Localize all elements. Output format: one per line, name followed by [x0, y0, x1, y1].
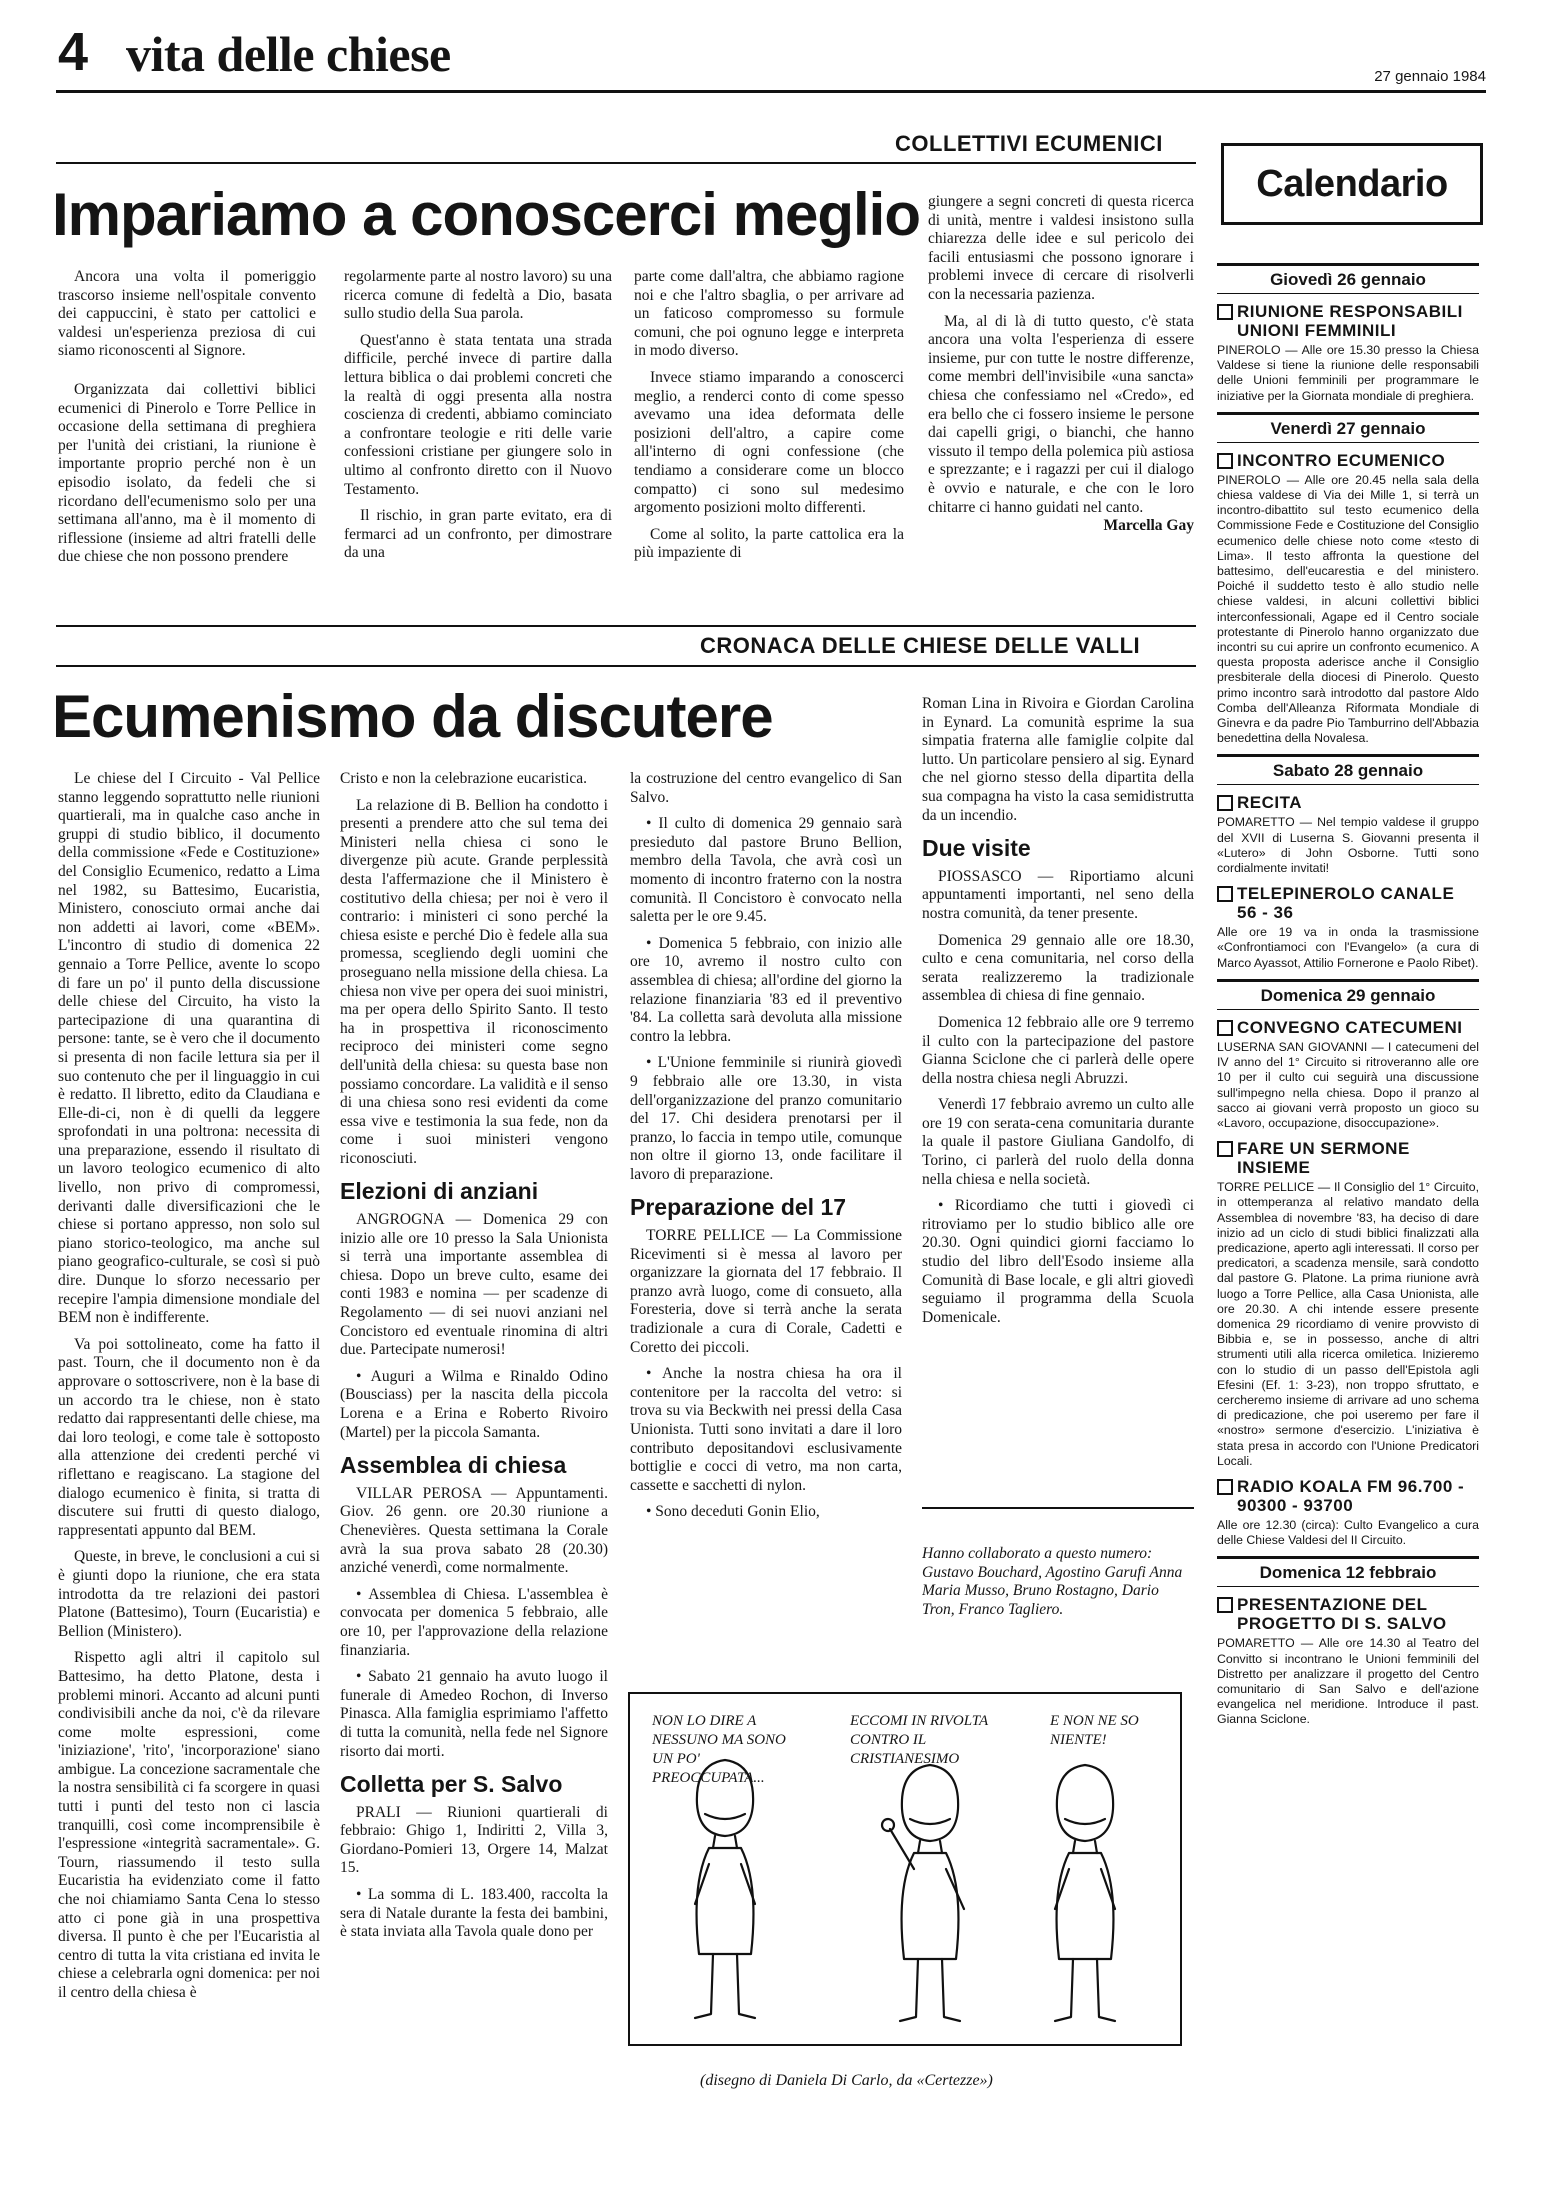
- due-visite-paragraph: PIOSSASCO — Riportiamo alcuni appuntamenti importanti, nel seno della nostra comunità, da tener presente.: [922, 867, 1194, 922]
- calendar-event-text: POMARETTO — Nel tempio valdese il gruppo del XVII di Luserna S. Giovanni presenta il «Lutero» di John Osborne. Tutti sono cordialmente invitati!: [1217, 815, 1479, 876]
- calendar-list: [1217, 255, 1479, 2155]
- article2-paragraph: • Domenica 5 febbraio, con inizio alle ore 10, avremo il nostro culto con assemblea di chiesa; all'ordine del giorno la relazione finanziaria '83 ed il preventivo '84. La colletta sarà devoluta alla missione contro la lebbra.: [630, 934, 902, 1045]
- cartoon-frame: [628, 1692, 1182, 2046]
- article1-paragraph: Ancora una volta il pomeriggio trascorso insieme nell'ospitale convento dei cappuccini, è stato per cattolici e valdesi un'esperienza preziosa di cui siamo riconoscenti al Signore.: [58, 268, 316, 360]
- article2-paragraph: Cristo e non la celebrazione eucaristica.: [340, 770, 588, 787]
- article1-paragraph: Quest'anno è stata tentata una strada difficile, perché invece di partire dalla lettura biblica o dai problemi concreti che la realtà di oggi presenta alla nostra coscienza di credenti, abbiamo cominciato a confrontare teologie e riti delle varie confessioni cristiane per giungere solo in ultimo al confronto diretto con il Nuovo Testamento.: [344, 331, 612, 498]
- assemblea-paragraph: • Assemblea di Chiesa. L'assemblea è convocata per domenica 5 febbraio, alle ore 10, per l'approvazione della relazione finanziaria.: [340, 1585, 608, 1659]
- calendar-date: Giovedì 26 gennaio: [1217, 263, 1479, 294]
- issue-date: 27 gennaio 1984: [1374, 68, 1486, 85]
- article1-paragraph: regolarmente parte al nostro lavoro) su una ricerca comune di fedeltà a Dio, basata sullo studio della Sua parola.: [344, 268, 612, 323]
- article2-column-3: [630, 770, 902, 1650]
- article2-paragraph: Rispetto agli altri il capitolo sul Battesimo, ha detto Platone, desta i problemi minori. Accanto ad alcuni punti condivisibili anche da noi, c'è da rilevare come molte espressioni, come 'iniziazione', 'rito', 'incorporazione' siano ambigue. La concezione sacramentale che la nostra sensibilità ci fa scorgere in quasi tutti i punti del testo non ci lascia tranquilli, così come incomprensibile è l'espressione «integrità sacramentale». G. Tourn, riassumendo il testo sulla Eucaristia ha evidenziato come il fatto che noi chiamiamo Santa Cena lo stesso atto ci pone già in una prospettiva diversa. Il punto è che per l'Eucaristia al centro di tutta la vita cristiana ed invita le chiese a celebrarla ogni domenica: per noi il centro della chiesa è: [58, 1649, 320, 2001]
- elezioni-paragraph: • Auguri a Wilma e Rinaldo Odino (Bousciass) per la nascita della piccola Lorena e a Erina e Roberto Rivoiro (Martel) per la piccola Samanta.: [340, 1367, 608, 1441]
- article1-paragraph: Ma, al di là di tutto questo, c'è stata ancora una volta l'esperienza di essere insieme, pur con tutte le nostre differenze, come membri dell'invisibile «una sancta» chiesa che confessiamo nel «Credo», ed era bello che ci fossero insieme le persone dai capelli grigi, o bianchi, che hanno vissuto il tempo della polemica più astiosa e sprezzante; e i ragazzi per cui il dialogo è ovvio e naturale, e che con le loro chitarre ci hanno guidati nel canto.: [928, 312, 1194, 516]
- article2-paragraph: Le chiese del I Circuito - Val Pellice stanno leggendo soprattutto nelle riunioni quartierali, ma in qualche caso anche in gruppi di studio biblico, il documento della commissione «Fede e Costituzione» del Consiglio Ecumenico, redatto a Lima nel 1982, su Battesimo, Eucaristia, Ministero, conosciuto ormai anche dai non addetti ai lavori, come «BEM». L'incontro di studio di domenica 22 gennaio a Torre Pellice, avente lo scopo di fare un po' il punto della discussione delle chiese del Circuito, ha visto la partecipazione di una quarantina di persone: tante, se è vero che il documento si presenta di non facile lettura sia per il suo contenuto che per il linguaggio in cui è redatto. Il libretto, edito da Claudiana e Elle-di-ci, non è di quelli da leggere sprofondati in una poltrona: necessita di una preparazione, essendo il risultato di un lavoro teologico ecumenico di alto livello, non privo di compromessi, derivanti dalle diversificazioni che le chiese si portano appresso, non solo sul piano storico-teologico, ma anche sul piano geografico-culturale, se così si può dire. Dunque lo sforzo necessario per recepire l'ampia dimensione mondiale del BEM non è indifferente.: [58, 770, 320, 1327]
- calendar-event-text: LUSERNA SAN GIOVANNI — I catecumeni del IV anno del 1° Circuito si ritroveranno alle ore 10 per il culto cui seguirà una discussione sull'impegno nella chiesa. Dopo il pranzo al sacco ai giovani verrà proposto un gioco su «Lavoro, occupazione, disoccupazione».: [1217, 1039, 1479, 1130]
- cartoon-figure-3: [1055, 1765, 1115, 2021]
- preparazione-heading: Preparazione del 17: [630, 1194, 847, 1221]
- article1-paragraph: parte come dall'altra, che abbiamo ragione noi e che l'altro sbaglia, o per arrivare ad un faticoso compromesso su formule comuni, che poi ognuno legge e interpreta in modo diverso.: [634, 268, 904, 360]
- due-visite-paragraph: Venerdì 17 febbraio avremo un culto alle ore 19 con serata-cena comunitaria durante la quale il pastore Giuliana Gandolfo, di Torino, ci parlerà del ruolo della donna nella chiesa e nella società.: [922, 1096, 1194, 1188]
- article1-paragraph: Organizzata dai collettivi biblici ecumenici di Pinerolo e Torre Pellice in occasione della settimana di preghiera per l'unità dei cristiani, la riunione è importante proprio perché non è un episodio isolato, da fedeli che si ricordano dell'ecumenismo solo per una settimana all'anno, ma è il momento di riflessione (insieme ad altri fratelli delle due chiese che non possono prendere: [58, 380, 316, 566]
- calendar-title: Calendario: [1256, 162, 1448, 205]
- masthead-rule: [56, 90, 1486, 93]
- colletta-paragraph: • La somma di L. 183.400, raccolta la sera di Natale durante la festa dei bambini, è stata inviata alla Tavola quale dono per: [340, 1886, 608, 1941]
- article2-kicker-rule: [56, 665, 1196, 667]
- calendar-event-title: CONVEGNO CATECUMENI: [1217, 1018, 1479, 1037]
- article1-top-rule: [56, 162, 1196, 164]
- due-visite-heading: Due visite: [922, 835, 1031, 862]
- calendar-event-text: Alle ore 12.30 (circa): Culto Evangelico a cura delle Chiese Valdesi del II Circuito.: [1217, 1517, 1479, 1548]
- article2-column-4: [922, 695, 1194, 1510]
- colletta-paragraph: PRALI — Riunioni quartierali di febbraio: Ghigo 1, Indiritti 2, Villa 3, Giordano-Pomieri 13, Orgere 14, Malzat 15.: [340, 1803, 608, 1877]
- due-visite-paragraph: • Ricordiamo che tutti i giovedì ci ritroviamo per lo studio biblico alle ore 20.30. Ogni quindici giorni facciamo lo studio del libro dell'Esodo insieme alla Comunità di Base locale, e gli altri giovedì seguiamo il programma della Scuola Domenicale.: [922, 1197, 1194, 1326]
- article1-column-1: [58, 268, 316, 588]
- colletta-heading: Colletta per S. Salvo: [340, 1771, 563, 1798]
- credits-text: Hanno collaborato a questo numero: Gustavo Bouchard, Agostino Garufi Anna Maria Musso, Bruno Rostagno, Dario Tron, Franco Tagliero.: [922, 1545, 1183, 1618]
- due-visite-paragraph: Domenica 12 febbraio alle ore 9 terremo il culto con la partecipazione del pastore Gianna Sciclone che ci parlerà delle opere della nostra chiesa negli Abruzzi.: [922, 1013, 1194, 1087]
- article2-paragraph: • Il culto di domenica 29 gennaio sarà presieduto dal pastore Bruno Bellion, membro della Tavola, che avrà così un momento di incontro fraterno con la nostra comunità. Il Concistoro è convocato nella saletta per le ore 9.45.: [630, 815, 902, 926]
- article1-column-3: [634, 268, 904, 588]
- cartoon-bubble-1: NON LO DIRE A NESSUNO MA SONO UN PO' PREOCCUPATA...: [652, 1713, 786, 1786]
- article2-paragraph: Roman Lina in Rivoira e Giordan Carolina in Eynard. La comunità esprime la sua simpatia fraterna alle famiglie colpite dal lutto. Un particolare pensiero al sig. Eynard che nel giorno stesso della dipartita della sua compagna ha visto la casa semidistrutta da un incendio.: [922, 695, 1194, 824]
- preparazione-paragraph: • Sono deceduti Gonin Elio,: [646, 1503, 820, 1521]
- preparazione-paragraph: • Anche la nostra chiesa ha ora il contenitore per la raccolta del vetro: si trova su via Beckwith nei pressi della Casa Unionista. Tutti sono invitati a dare il loro contributo depositandovi esclusivamente bottiglie e cocci di vetro, ma non carta, cassette e sacchetti di nylon.: [630, 1365, 902, 1494]
- article1-kicker: COLLETTIVI ECUMENICI: [895, 131, 1163, 156]
- cartoon-bubble-3: E NON NE SO NIENTE!: [1050, 1713, 1139, 1748]
- article2-column-1: [58, 770, 320, 2040]
- section-title: vita delle chiese: [126, 26, 451, 82]
- assemblea-paragraph: VILLAR PEROSA — Appuntamenti. Giov. 26 genn. ore 20.30 riunione a Chenevières. Questa settimana la Corale avrà la sua prova sabato 28 (20.30) anziché venerdì, come normalmente.: [340, 1484, 608, 1577]
- credits-rule: [922, 1507, 1194, 1509]
- cartoon-figure-2: [882, 1765, 964, 2021]
- article2-column-2: [340, 770, 608, 2110]
- article2-kicker: CRONACA DELLE CHIESE DELLE VALLI: [700, 633, 1141, 658]
- elezioni-heading: Elezioni di anziani: [340, 1178, 539, 1205]
- calendar-event-title: RIUNIONE RESPONSABILI UNIONI FEMMINILI: [1217, 302, 1479, 340]
- page-number: 4: [58, 22, 89, 82]
- assemblea-paragraph: • Sabato 21 gennaio ha avuto luogo il funerale di Amedeo Rochon, di Inverso Pinasca. Alla famiglia esprimiamo l'affetto di tutta la comunità, nella fede nel Signore risorto dai morti.: [340, 1668, 608, 1760]
- article1-paragraph: Come al solito, la parte cattolica era la più impaziente di: [634, 525, 904, 562]
- calendar-event-text: Alle ore 19 va in onda la trasmissione «Confrontiamoci con l'Evangelo» (a cura di Marco Ayassot, Attilio Fornerone e Paolo Ribet).: [1217, 925, 1479, 970]
- article2-paragraph: • L'Unione femminile si riunirà giovedì 9 febbraio alle ore 13.30, in vista dell'organizzazione del pranzo comunitario del 17. Chi desidera prenotarsi per il pranzo, lo faccia in tempo utile, comunque non oltre il giorno 13, onde facilitare il lavoro di preparazione.: [630, 1054, 902, 1183]
- cartoon-caption: (disegno di Daniela Di Carlo, da «Certezze»): [700, 2072, 993, 2089]
- calendar-event-text: PINEROLO — Alle ore 15.30 presso la Chiesa Valdese si tiene la riunione delle responsabili delle Unioni femminili per programmare le iniziative per la Giornata mondiale di preghiera.: [1217, 343, 1479, 403]
- calendar-date: Domenica 29 gennaio: [1217, 979, 1479, 1010]
- credits-box: [922, 1545, 1194, 1655]
- article1-column-4: [928, 193, 1194, 603]
- article1-paragraph: giungere a segni concreti di questa ricerca di unità, mentre i valdesi insistono sulla chiarezza delle idee e sul pericolo dei facili entusiasmi che possono ignorare i problemi invece di cercare di risolverli con la necessaria pazienza.: [928, 193, 1194, 303]
- cartoon-bubble-2: ECCOMI IN RIVOLTA CONTRO IL CRISTIANESIMO: [850, 1713, 988, 1767]
- article2-paragraph: Va poi sottolineato, come ha fatto il past. Tourn, che il documento non è da approvare o sottoscrivere, non è la base di un accordo tra le chiese, non è stato redatto dai rappresentanti delle chiese, ma dai loro teologi, e come tale è sottoposto alla attenzione dei credenti perché vi riflettano e reagiscano. La stagione del dialogo ecumenico è finita, si tratta di discutere sui frutti di questo dialogo, rappresentati appunto dal BEM.: [58, 1335, 320, 1539]
- article1-signature: Marcella Gay: [1103, 517, 1194, 535]
- article1-paragraph: Il rischio, in gran parte evitato, era di fermarci ad un confronto, per dimostrare da una: [344, 507, 612, 562]
- article1-title: Impariamo a conoscerci meglio: [52, 181, 920, 248]
- article1-column-2: [344, 268, 612, 588]
- article2-top-rule: [56, 625, 1196, 627]
- calendar-date: Sabato 28 gennaio: [1217, 754, 1479, 785]
- cartoon-figure-1: [695, 1760, 755, 2018]
- assemblea-heading: Assemblea di chiesa: [340, 1452, 567, 1479]
- article2-paragraph: la costruzione del centro evangelico di San Salvo.: [630, 770, 902, 806]
- calendar-date: Venerdì 27 gennaio: [1217, 412, 1479, 443]
- calendar-event-title: RECITA: [1217, 793, 1479, 812]
- calendar-event-text: POMARETTO — Alle ore 14.30 al Teatro del Convitto si incontrano le Unioni femminili del Distretto per analizzare il progetto del Centro comunitario di San Salvo e dell'azione evangelica nel meridione. Introduce il past. Gianna Sciclone.: [1217, 1636, 1479, 1727]
- calendar-title-box: [1221, 143, 1483, 225]
- elezioni-paragraph: ANGROGNA — Domenica 29 con inizio alle ore 10 presso la Sala Unionista si terrà una importante assemblea di chiesa. Dopo un breve culto, esame dei conti 1983 e nomina — per scadenze di Regolamento — di sei nuovi anziani nel Concistoro ed eventuale rinomina di altri due. Partecipate numerosi!: [340, 1211, 608, 1359]
- due-visite-paragraph: Domenica 29 gennaio alle ore 18.30, culto e cena comunitaria, nel corso della serata realizzeremo la tradizionale assemblea di chiesa di fine gennaio.: [922, 931, 1194, 1005]
- calendar-event-title: FARE UN SERMONE INSIEME: [1217, 1139, 1479, 1177]
- calendar-event-title: TELEPINEROLO CANALE 56 - 36: [1217, 884, 1479, 922]
- calendar-event-text: TORRE PELLICE — Il Consiglio del 1° Circuito, in ottemperanza al relativo mandato della Assemblea di novembre '83, ha deciso di dare inizio ad un ciclo di studi biblici finalizzati alla predicazione, aperto agli interessati. Il corso per predicatori, a scadenza mensile, sarà condotto dal pastore G. Platone. La prima riunione avrà luogo a Torre Pellice, alla Casa Unionista, alle ore 20.30. A chi intende essere presente domenica 29 ricordiamo di venire provvisto di Bibbia e, se in possesso, anche di altri strumenti utili alla ricerca omiletica. Inizieremo con lo studio di un passo dell'Epistola agli Efesini (Ef. 1: 3-23), non troppo sfruttato, e cercheremo insieme di arrivare ad uno schema di predicazione, che poi useremo per fare il «nostro» sermone d'esercizio. L'iniziativa è stata presa in accordo con l'Unione Predicatori Locali.: [1217, 1180, 1479, 1468]
- article2-paragraph: Queste, in breve, le conclusioni a cui si è giunti dopo la riunione, che era stata introdotta da tre relazioni dei pastori Platone (Battesimo), Tourn (Eucaristia) e Bellion (Ministero).: [58, 1548, 320, 1640]
- calendar-event-title: RADIO KOALA FM 96.700 - 90300 - 93700: [1217, 1477, 1479, 1515]
- calendar-date: Domenica 12 febbraio: [1217, 1556, 1479, 1587]
- article1-paragraph: Invece stiamo imparando a conoscerci meglio, a renderci conto di come spesso avevamo una idea deformata delle posizioni dell'altro, a capire come all'interno di ogni confessione (che tendiamo a considerare come un blocco compatto) ci sono sul medesimo argomento posizioni molto differenti.: [634, 368, 904, 517]
- article2-title: Ecumenismo da discutere: [52, 683, 773, 750]
- calendar-event-title: PRESENTAZIONE DEL PROGETTO DI S. SALVO: [1217, 1595, 1479, 1633]
- preparazione-paragraph: TORRE PELLICE — La Commissione Ricevimenti si è messa al lavoro per organizzare la giornata del 17 febbraio. Il pranzo avrà luogo, come di consueto, alla Foresteria, dove si terrà anche la serata tradizionale a cura di Corale, Cadetti e Coretto dei piccoli.: [630, 1227, 902, 1356]
- calendar-event-text: PINEROLO — Alle ore 20.45 nella sala della chiesa valdese di Via dei Mille 1, si terrà un incontro-dibattito sul testo ecumenico della Commissione Fede e Costituzione del Consiglio ecumenico delle chiese noto come «testo di Lima». Il testo affronta la questione del battesimo, dell'eucarestia e del ministero. Poiché il suddetto testo è allo studio nelle chiese valdesi, in alcuni collettivi biblici interconfessionali, Agape ed il Centro sociale protestante di Pinerolo hanno organizzato due incontri su cui aprire un confronto ecumenico. A questa proposta aderisce anche il Consiglio presbiterale della diocesi di Pinerolo. Questo primo incontro sarà introdotto dal pastore Aldo Comba dell'Alleanza Riformata Mondiale di Ginevra e da padre Pio Tamburrino dell'Abbazia benedettina della Novalesa.: [1217, 472, 1479, 746]
- calendar-event-title: INCONTRO ECUMENICO: [1217, 451, 1479, 470]
- article2-paragraph: La relazione di B. Bellion ha condotto i presenti a prendere atto che sul tema dei Ministeri nella chiesa ci sono le divergenze più acute. Grande perplessità desta l'affermazione che il Ministero è costitutivo della chiesa; per noi è vero il contrario: i ministeri ci sono perché la chiesa esiste e perché Dio è fedele alla sua promessa, scegliendo degli uomini che proseguano nella missione della chiesa. La chiesa non vive per opera dei suoi ministri, ma per opera dello Spirito Santo. Il testo ha in prospettiva il riconoscimento reciproco dei ministeri come segno dell'unità della chiesa: su questa base non possiamo concordare. La validità e il senso di una chiesa sono resi evidenti da come essa vive e testimonia la sua fede, non da come i suoi ministeri vengono riconosciuti.: [340, 796, 608, 1167]
